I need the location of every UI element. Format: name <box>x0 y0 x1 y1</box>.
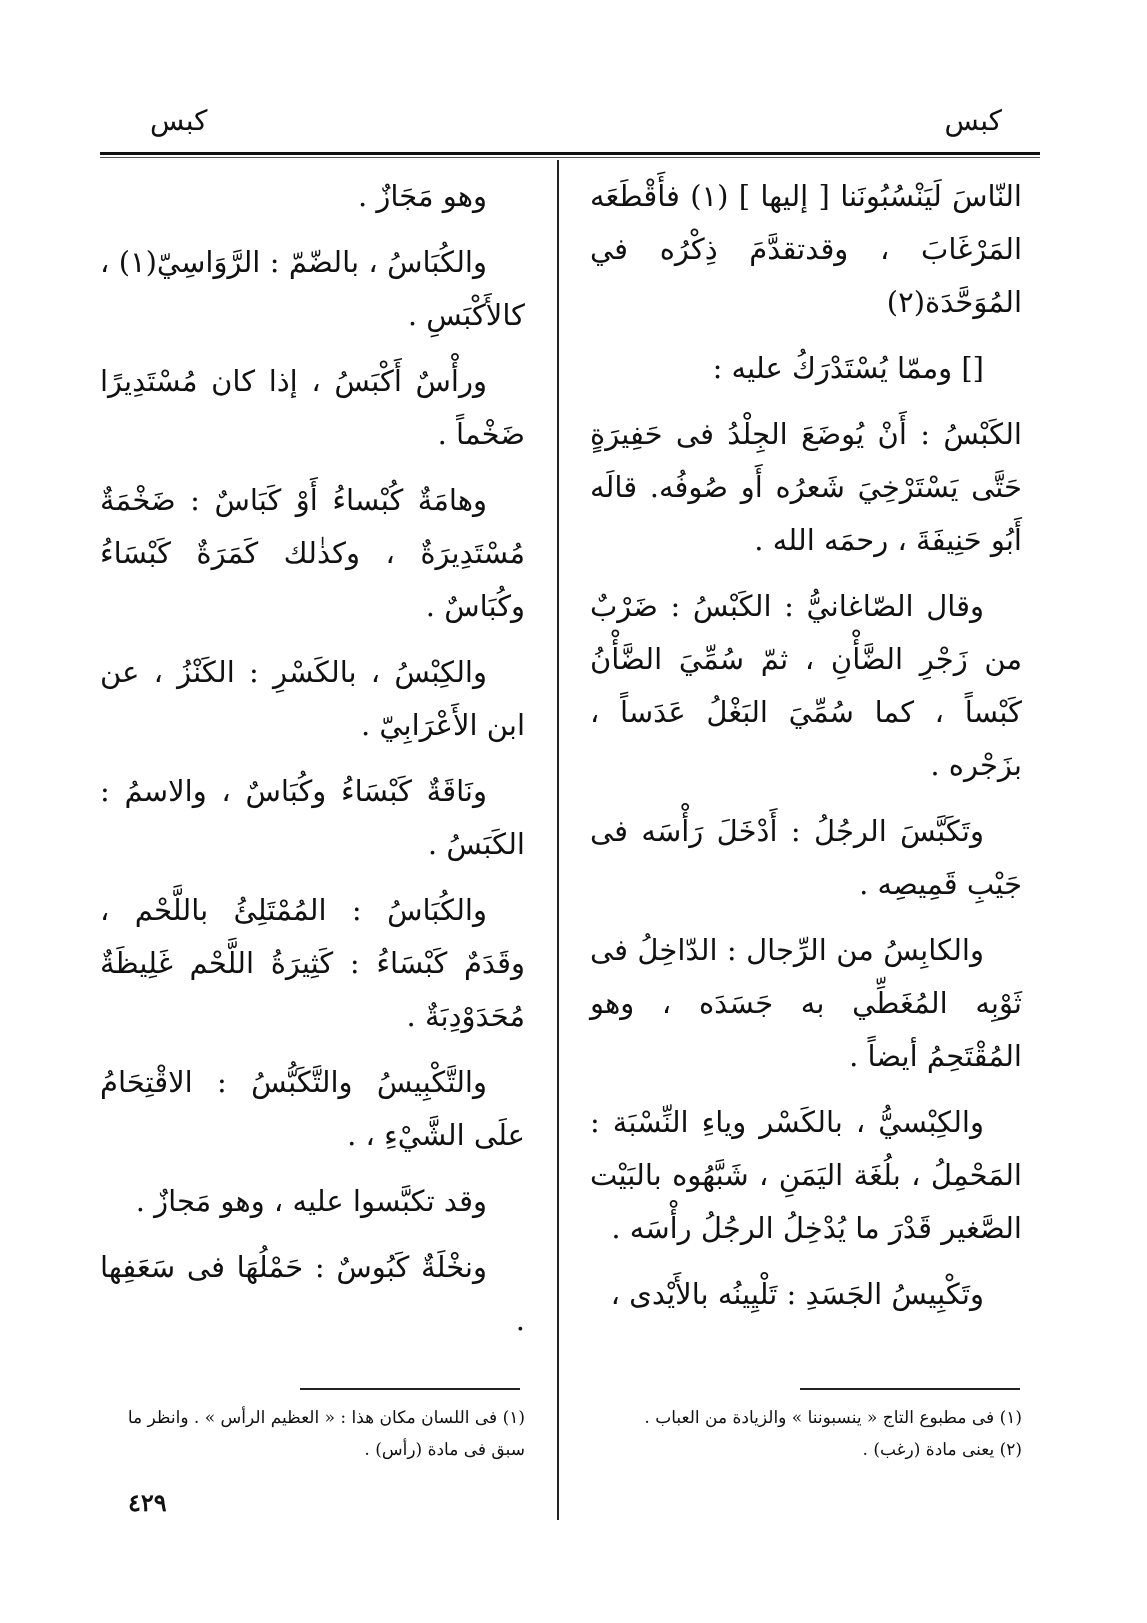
paragraph: والكِبْسُ ، بالكَسْرِ : الكَنْزُ ، عن ابن الأَعْرَابِيّ . <box>100 655 525 742</box>
paragraph: وقد تكبَّسوا عليه ، وهو مَجازٌ . <box>135 1184 487 1218</box>
footnotes-left <box>100 1402 525 1466</box>
header-rule-thin <box>100 157 1040 158</box>
paragraph: وهو مَجَازٌ . <box>357 179 487 213</box>
footnote-rule-right <box>800 1388 1020 1390</box>
footnote: (١) فى اللسان مكان هذا : « العظيم الرأس » . وانظر ما سبق فى مادة (رأس) . <box>127 1408 525 1460</box>
paragraph: ونخْلَةٌ كَبُوسٌ : حَمْلُهَا فى سَعَفِها . <box>100 1250 525 1337</box>
paragraph: وهامَةٌ كُبْساءُ أَوْ كَبَاسٌ : ضَخْمَةٌ مُسْتَدِيرَةٌ ، وكذٰلك كَمَرَةٌ كَبْسَاءُ وكُبَاسٌ . <box>100 483 525 623</box>
paragraph: والتَّكْبِيسُ والتَّكَبُّسُ : الاقْتِحَامُ علَى الشَّيْءِ ، . <box>100 1065 525 1152</box>
paragraph: وقال الصّاغانيُّ : الكَبْسُ : ضَرْبٌ من زَجْرِ الضَّأْنِ ، ثمّ سُمِّيَ الضَّأْنُ كَبْساً ، كما سُمِّيَ البَغْلُ عَدَساً ، بزَجْره . <box>590 589 1022 782</box>
paragraph: الكَبْسُ : أَنْ يُوضَعَ الجِلْدُ فى حَفِيرَةٍ حَتَّى يَسْتَرْخِيَ شَعرُه أَو صُوفُه. قالَه أَبُو حَنِيفَةَ ، رحمَه الله . <box>590 417 1022 557</box>
paragraph: والكُبَاسُ ، بالضّمّ : الرَّوَاسِيّ(١) ، كالأَكْبَسِ . <box>100 245 525 332</box>
header-rule <box>100 152 1040 155</box>
paragraph: والكابِسُ من الرِّجال : الدّاخِلُ فى ثَوْبِه المُغَطِّي به جَسَدَه ، وهو المُقْتَحِمُ أيضاً . <box>590 933 1022 1073</box>
footnote-rule-left <box>300 1388 520 1390</box>
footnote: (٢) يعنى مادة (رغب) . <box>862 1440 1022 1460</box>
paragraph: [] وممّا يُسْتَدْرَكُ عليه : <box>712 351 984 385</box>
footnote: (١) فى مطبوع التاج « ينسبوننا » والزيادة من العباب . <box>644 1408 1022 1428</box>
paragraph: النّاسَ لَيَنْسُبُونَنا [ إليها ] (١) فأَقْطَعَه المَرْغَابَ ، وقدتقدَّمَ ذِكْرُه في المُوَحَّدَة(٢) <box>590 179 1022 319</box>
footnotes-right <box>590 1402 1022 1466</box>
page-number: ٤٢٩ <box>128 1488 167 1517</box>
column-divider <box>557 160 559 1520</box>
headword-right: كبس <box>944 104 1002 137</box>
left-column <box>100 170 525 1360</box>
paragraph: وتَكَبَّسَ الرجُلُ : أَدْخَلَ رَأْسَه فى جَيْبِ قَمِيصِه . <box>590 814 1022 901</box>
paragraph: ونَاقَةٌ كَبْسَاءُ وكُبَاسٌ ، والاسمُ : الكَبَسُ . <box>100 774 525 861</box>
paragraph: والكُبَاسُ : المُمْتَلِئُ باللَّحْم ، وقَدَمٌ كَبْسَاءُ : كَثِيرَةُ اللَّحْم غَلِيظَةٌ مُحَدَوْدِبَةٌ . <box>100 893 525 1033</box>
paragraph: ورأْسٌ أَكْبَسُ ، إذا كان مُسْتَدِيرًا ضَخْماً . <box>100 364 525 451</box>
paragraph: وتَكْبِيسُ الجَسَدِ : تَلْيِينُه بالأَيْدى ، <box>610 1277 984 1311</box>
headword-left: كبس <box>150 104 208 137</box>
right-column <box>590 170 1022 1334</box>
paragraph: والكِبْسيُّ ، بالكَسْر وياءِ النِّسْبَة : المَحْمِلُ ، بلُغَة اليَمَنِ ، شَبَّهُوه بالبَيْت الصَّغير قَدْرَ ما يُدْخِلُ الرجُلُ رأْسَه . <box>590 1105 1022 1245</box>
